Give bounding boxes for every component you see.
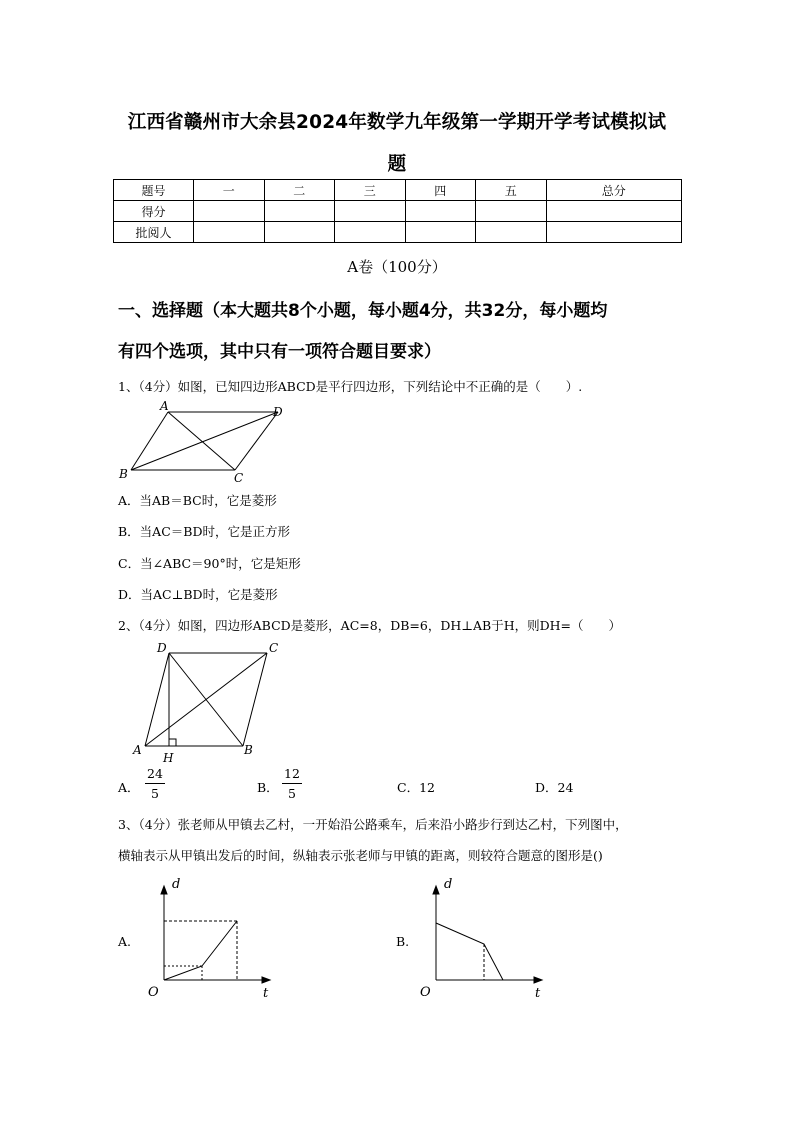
q2-diagonal-db: [169, 653, 243, 746]
section-heading-line2: 有四个选项，其中只有一项符合题目要求）: [118, 342, 441, 362]
q2-label-h: H: [163, 751, 174, 765]
score-table-header-cell: 三: [335, 180, 406, 201]
q2-option-c[interactable]: C．12: [397, 780, 435, 795]
reviewer-cell[interactable]: [264, 222, 335, 243]
q2-option-b-label[interactable]: B．: [257, 780, 279, 795]
fraction-bar: [282, 783, 302, 784]
q1-option-c[interactable]: C．当∠ABC＝90°时，它是矩形: [118, 556, 301, 571]
q2-option-a-numerator: 24: [147, 766, 163, 781]
reviewer-cell[interactable]: [476, 222, 547, 243]
q1-option-b[interactable]: B．当AC＝BD时，它是正方形: [118, 524, 290, 539]
q2-right-angle-mark: [169, 739, 176, 746]
reviewer-cell[interactable]: [405, 222, 476, 243]
q2-side-ad: [145, 653, 169, 746]
q1-label-b: B: [119, 467, 128, 481]
q1-label-c: C: [234, 471, 244, 485]
score-table-header-row: [114, 180, 682, 201]
score-cell[interactable]: [405, 201, 476, 222]
score-table-header-cell: 五: [476, 180, 547, 201]
reviewer-cell[interactable]: [546, 222, 682, 243]
q3b-origin-label: O: [420, 985, 431, 1000]
q1-label-a: A: [160, 400, 169, 413]
q2-option-b-denominator: 5: [288, 786, 296, 801]
section-heading-line1: 一、选择题（本大题共8个小题，每小题4分，共32分，每小题均: [118, 301, 608, 321]
question-1-stem: 1、（4分）如图，已知四边形ABCD是平行四边形，下列结论中不正确的是（ ）.: [118, 379, 583, 394]
q3a-origin-label: O: [148, 985, 159, 1000]
score-table-row: [114, 201, 682, 222]
q3-option-a-graph[interactable]: [140, 870, 290, 1005]
y-axis-arrow: [161, 886, 167, 894]
q2-side-cb: [243, 653, 267, 746]
q2-option-a-label[interactable]: A．: [118, 780, 140, 795]
score-table: [113, 179, 682, 243]
q2-label-b: B: [244, 743, 253, 757]
score-table-header-cell: 总分: [546, 180, 682, 201]
q1-option-a[interactable]: A．当AB＝BC时，它是菱形: [118, 493, 277, 508]
page-title-line2: 题: [387, 154, 407, 175]
q1-label-d: D: [273, 405, 283, 419]
question-2-stem: 2、（4分）如图，四边形ABCD是菱形，AC=8，DB=6，DH⊥AB于H，则DH=（ ）: [118, 618, 622, 633]
q2-option-a-fraction: [145, 766, 165, 801]
question-3-stem-line1: 3、（4分）张老师从甲镇去乙村，一开始沿公路乘车，后来沿小路步行到达乙村，下列图中，: [118, 817, 628, 832]
q3-option-b-label[interactable]: B.: [396, 934, 410, 949]
score-table-header-cell: 四: [405, 180, 476, 201]
q3a-axis-x-label: t: [263, 986, 269, 1001]
score-cell[interactable]: [546, 201, 682, 222]
score-cell[interactable]: [476, 201, 547, 222]
q3a-graph-line: [164, 921, 237, 980]
q1-diagonal-ac: [168, 412, 235, 470]
x-axis-arrow: [534, 977, 542, 983]
q2-label-a: A: [133, 743, 142, 757]
score-table-header-cell: 二: [264, 180, 335, 201]
score-cell[interactable]: [194, 201, 265, 222]
score-table-header-cell: 题号: [114, 180, 194, 201]
q1-side-ba: [131, 412, 168, 470]
question-3-stem-line2: 横轴表示从甲镇出发后的时间，纵轴表示张老师与甲镇的距离，则较符合题意的图形是(): [118, 848, 603, 863]
q2-option-a-denominator: 5: [151, 786, 159, 801]
q3-option-a-label[interactable]: A.: [118, 934, 132, 949]
page-title-line1: 江西省赣州市大余县2024年数学九年级第一学期开学考试模拟试: [127, 112, 667, 133]
score-cell[interactable]: [264, 201, 335, 222]
q2-option-d[interactable]: D．24: [535, 780, 574, 795]
q3-option-b-graph[interactable]: [412, 870, 562, 1005]
q1-option-d[interactable]: D．当AC⊥BD时，它是菱形: [118, 587, 278, 602]
q2-rhombus-figure: [125, 638, 295, 768]
q3b-axis-x-label: t: [535, 986, 541, 1001]
q2-label-d: D: [157, 641, 167, 655]
reviewer-cell[interactable]: [194, 222, 265, 243]
q2-option-b-numerator: 12: [284, 766, 300, 781]
q3b-graph-line: [436, 923, 503, 980]
q3a-axis-y-label: d: [172, 877, 181, 892]
score-table-row-label: 得分: [114, 201, 194, 222]
score-cell[interactable]: [335, 201, 406, 222]
x-axis-arrow: [262, 977, 270, 983]
q3b-axis-y-label: d: [444, 877, 453, 892]
q1-parallelogram-figure: [115, 400, 295, 485]
q2-label-c: C: [269, 641, 279, 655]
score-table-header-cell: 一: [194, 180, 265, 201]
reviewer-cell[interactable]: [335, 222, 406, 243]
paper-part-heading: A卷（100分）: [347, 258, 447, 276]
y-axis-arrow: [433, 886, 439, 894]
score-table-row-label: 批阅人: [114, 222, 194, 243]
fraction-bar: [145, 783, 165, 784]
score-table-row: [114, 222, 682, 243]
q2-option-b-fraction: [282, 766, 302, 801]
